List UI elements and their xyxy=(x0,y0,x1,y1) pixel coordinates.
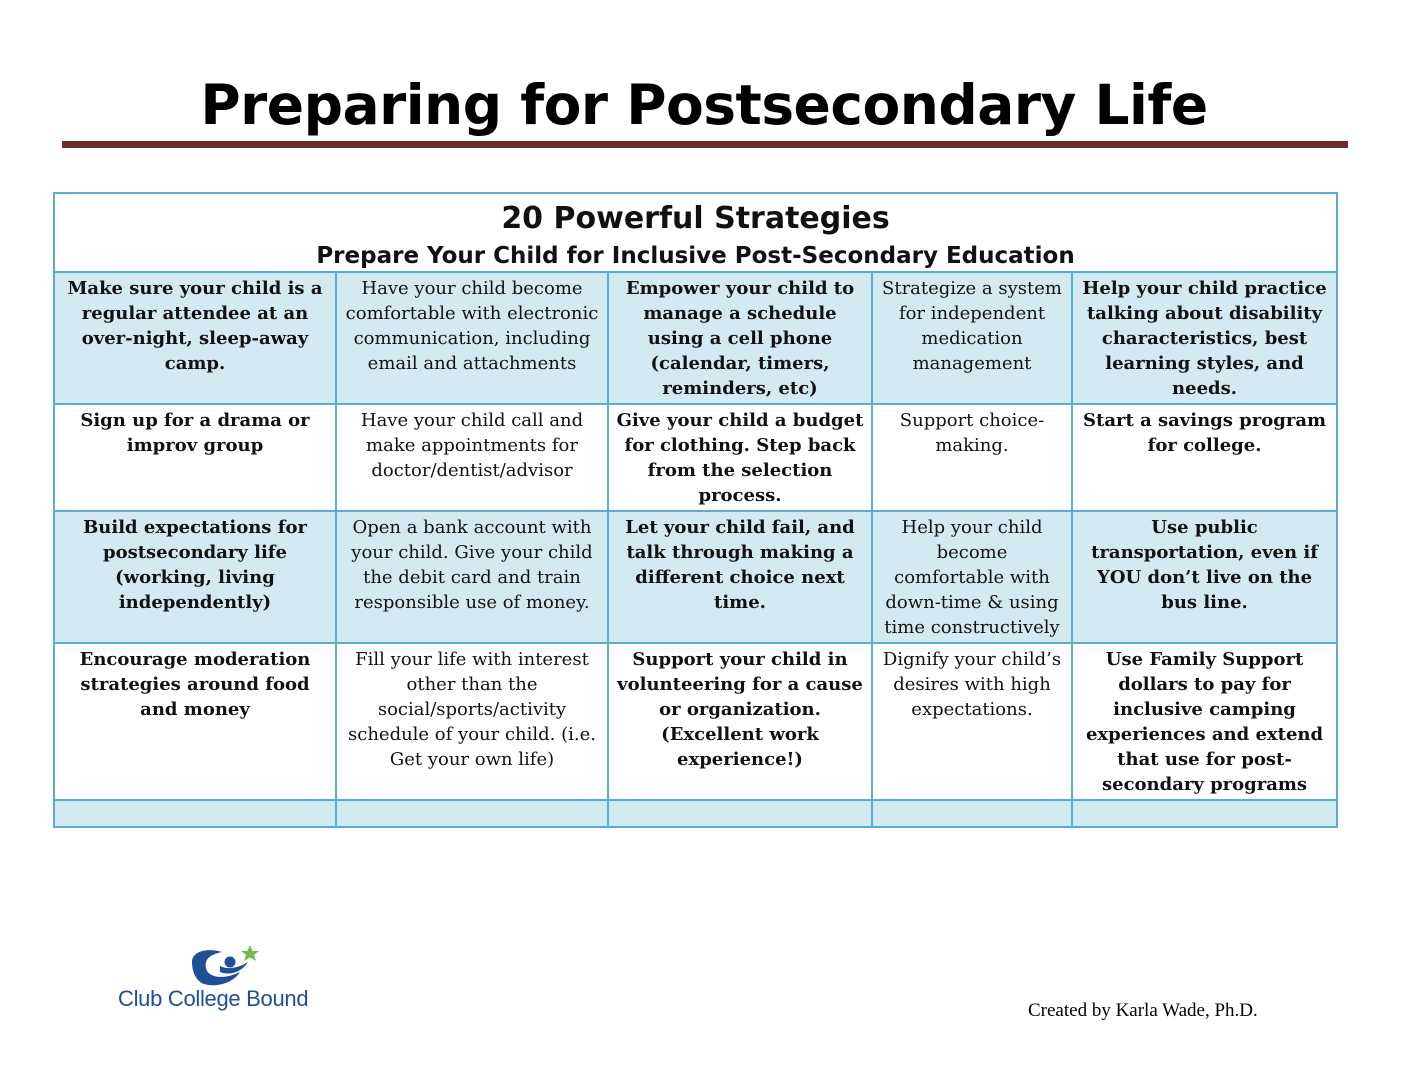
strategy-cell: Encourage moderation strategies around food and money xyxy=(54,643,336,800)
strategies-table xyxy=(53,192,1338,828)
table-row xyxy=(54,511,1337,643)
table-header xyxy=(54,193,1337,272)
strategy-cell: Have your child call and make appointments for doctor/dentist/advisor xyxy=(336,404,608,511)
empty-cell xyxy=(608,800,872,827)
empty-cell xyxy=(54,800,336,827)
table-subtitle: Prepare Your Child for Inclusive Post-Secondary Education xyxy=(316,243,1075,269)
strategy-cell: Let your child fail, and talk through making a different choice next time. xyxy=(608,511,872,643)
table-row xyxy=(54,643,1337,800)
logo-head xyxy=(225,957,236,968)
strategy-cell: Make sure your child is a regular attendee at an over-night, sleep-away camp. xyxy=(54,272,336,404)
table-row xyxy=(54,404,1337,511)
strategy-cell: Start a savings program for college. xyxy=(1072,404,1337,511)
page-title: Preparing for Postsecondary Life xyxy=(200,73,1208,137)
strategy-cell: Help your child practice talking about disability characteristics, best learning styles, and needs. xyxy=(1072,272,1337,404)
empty-cell xyxy=(1072,800,1337,827)
strategy-cell: Empower your child to manage a schedule using a cell phone (calendar, timers, reminders, etc) xyxy=(608,272,872,404)
person-swoosh-icon xyxy=(118,942,318,988)
title-divider xyxy=(62,141,1348,148)
empty-cell xyxy=(336,800,608,827)
strategy-cell: Use Family Support dollars to pay for inclusive camping experiences and extend that use for post-secondary programs xyxy=(1072,643,1337,800)
star-icon xyxy=(241,945,259,961)
strategy-cell: Help your child become comfortable with down-time & using time constructively xyxy=(872,511,1072,643)
strategy-cell: Dignify your child’s desires with high expectations. xyxy=(872,643,1072,800)
author-credit: Created by Karla Wade, Ph.D. xyxy=(1028,1000,1258,1021)
table-title: 20 Powerful Strategies xyxy=(501,201,890,236)
strategy-cell: Strategize a system for independent medication management xyxy=(872,272,1072,404)
strategy-cell: Fill your life with interest other than the social/sports/activity schedule of your child. (i.e. Get your own life) xyxy=(336,643,608,800)
strategy-cell: Have your child become comfortable with electronic communication, including email and attachments xyxy=(336,272,608,404)
strategy-cell: Sign up for a drama or improv group xyxy=(54,404,336,511)
strategy-cell: Open a bank account with your child. Give your child the debit card and train responsible use of money. xyxy=(336,511,608,643)
empty-cell xyxy=(872,800,1072,827)
strategy-cell: Support your child in volunteering for a cause or organization. (Excellent work experience!) xyxy=(608,643,872,800)
strategy-cell: Support choice-making. xyxy=(872,404,1072,511)
logo-text: Club College Bound xyxy=(118,986,309,1011)
strategy-cell: Use public transportation, even if YOU don’t live on the bus line. xyxy=(1072,511,1337,643)
strategy-cell: Build expectations for postsecondary life (working, living independently) xyxy=(54,511,336,643)
club-college-bound-logo xyxy=(118,942,318,1022)
table-row-empty xyxy=(54,800,1337,827)
logo-swoosh xyxy=(192,950,240,985)
strategy-cell: Give your child a budget for clothing. Step back from the selection process. xyxy=(608,404,872,511)
table-row xyxy=(54,272,1337,404)
